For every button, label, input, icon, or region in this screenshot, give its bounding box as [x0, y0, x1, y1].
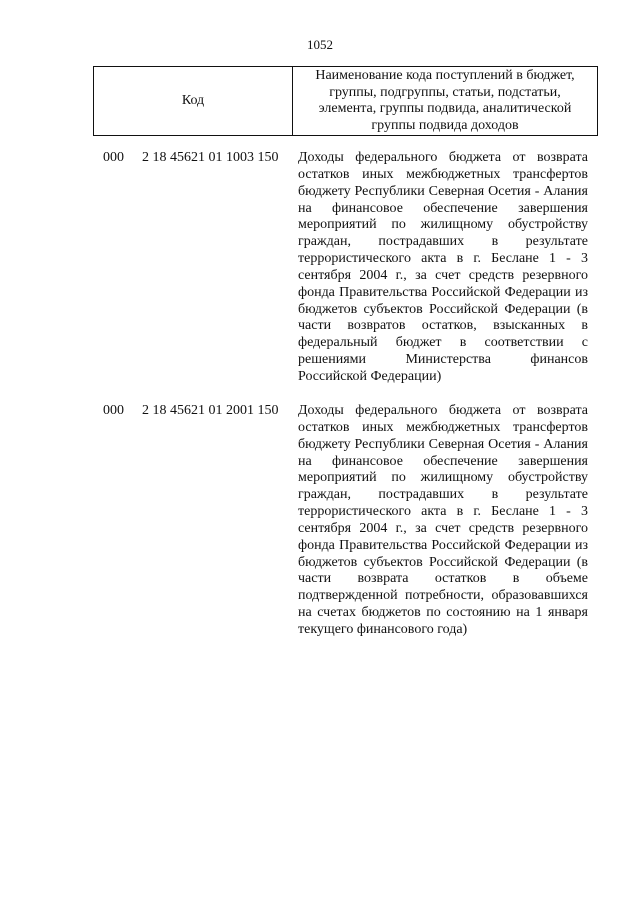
- income-description: Доходы федерального бюджета от возврата остатков иных межбюджетных трансфертов бюджету Республики Северная Осетия - Алания на финансовое обеспечение завершения мероприятий по жилищному обустройству граждан, пострадавших в результате террористического акта в г. Беслане 1 - 3 сентября 2004 г., за счет средств резервного фонда Правительства Российской Федерации из бюджетов субъектов Российской Федерации (в части возврата остатков в объеме подтвержденной потребности, образовавшихся на счетах бюджетов по состоянию на 1 января текущего финансового года): [298, 403, 588, 637]
- income-description: Доходы федерального бюджета от возврата остатков иных межбюджетных трансфертов бюджету Республики Северная Осетия - Алания на финансовое обеспечение завершения мероприятий по жилищному обустройству граждан, пострадавших в результате террористического акта в г. Беслане 1 - 3 сентября 2004 г., за счет средств резервного фонда Правительства Российской Федерации из бюджетов субъектов Российской Федерации (в части возвратов остатков, взысканных в федеральный бюджет в соответствии с решениями Министерства финансов Российской Федерации): [298, 150, 588, 384]
- page-number: 1052: [307, 37, 333, 52]
- code-column-header: Код: [94, 67, 293, 136]
- name-column-header: Наименование кода поступлений в бюджет, группы, подгруппы, статьи, подстатьи, элемента, группы подвида, аналитической группы подвида доходов: [293, 67, 598, 136]
- header-table: [93, 66, 598, 136]
- classification-code: 2 18 45621 01 2001 150: [142, 403, 279, 418]
- admin-code: 000: [103, 403, 124, 418]
- classification-code: 2 18 45621 01 1003 150: [142, 150, 279, 165]
- header-row: [94, 67, 598, 136]
- admin-code: 000: [103, 150, 124, 165]
